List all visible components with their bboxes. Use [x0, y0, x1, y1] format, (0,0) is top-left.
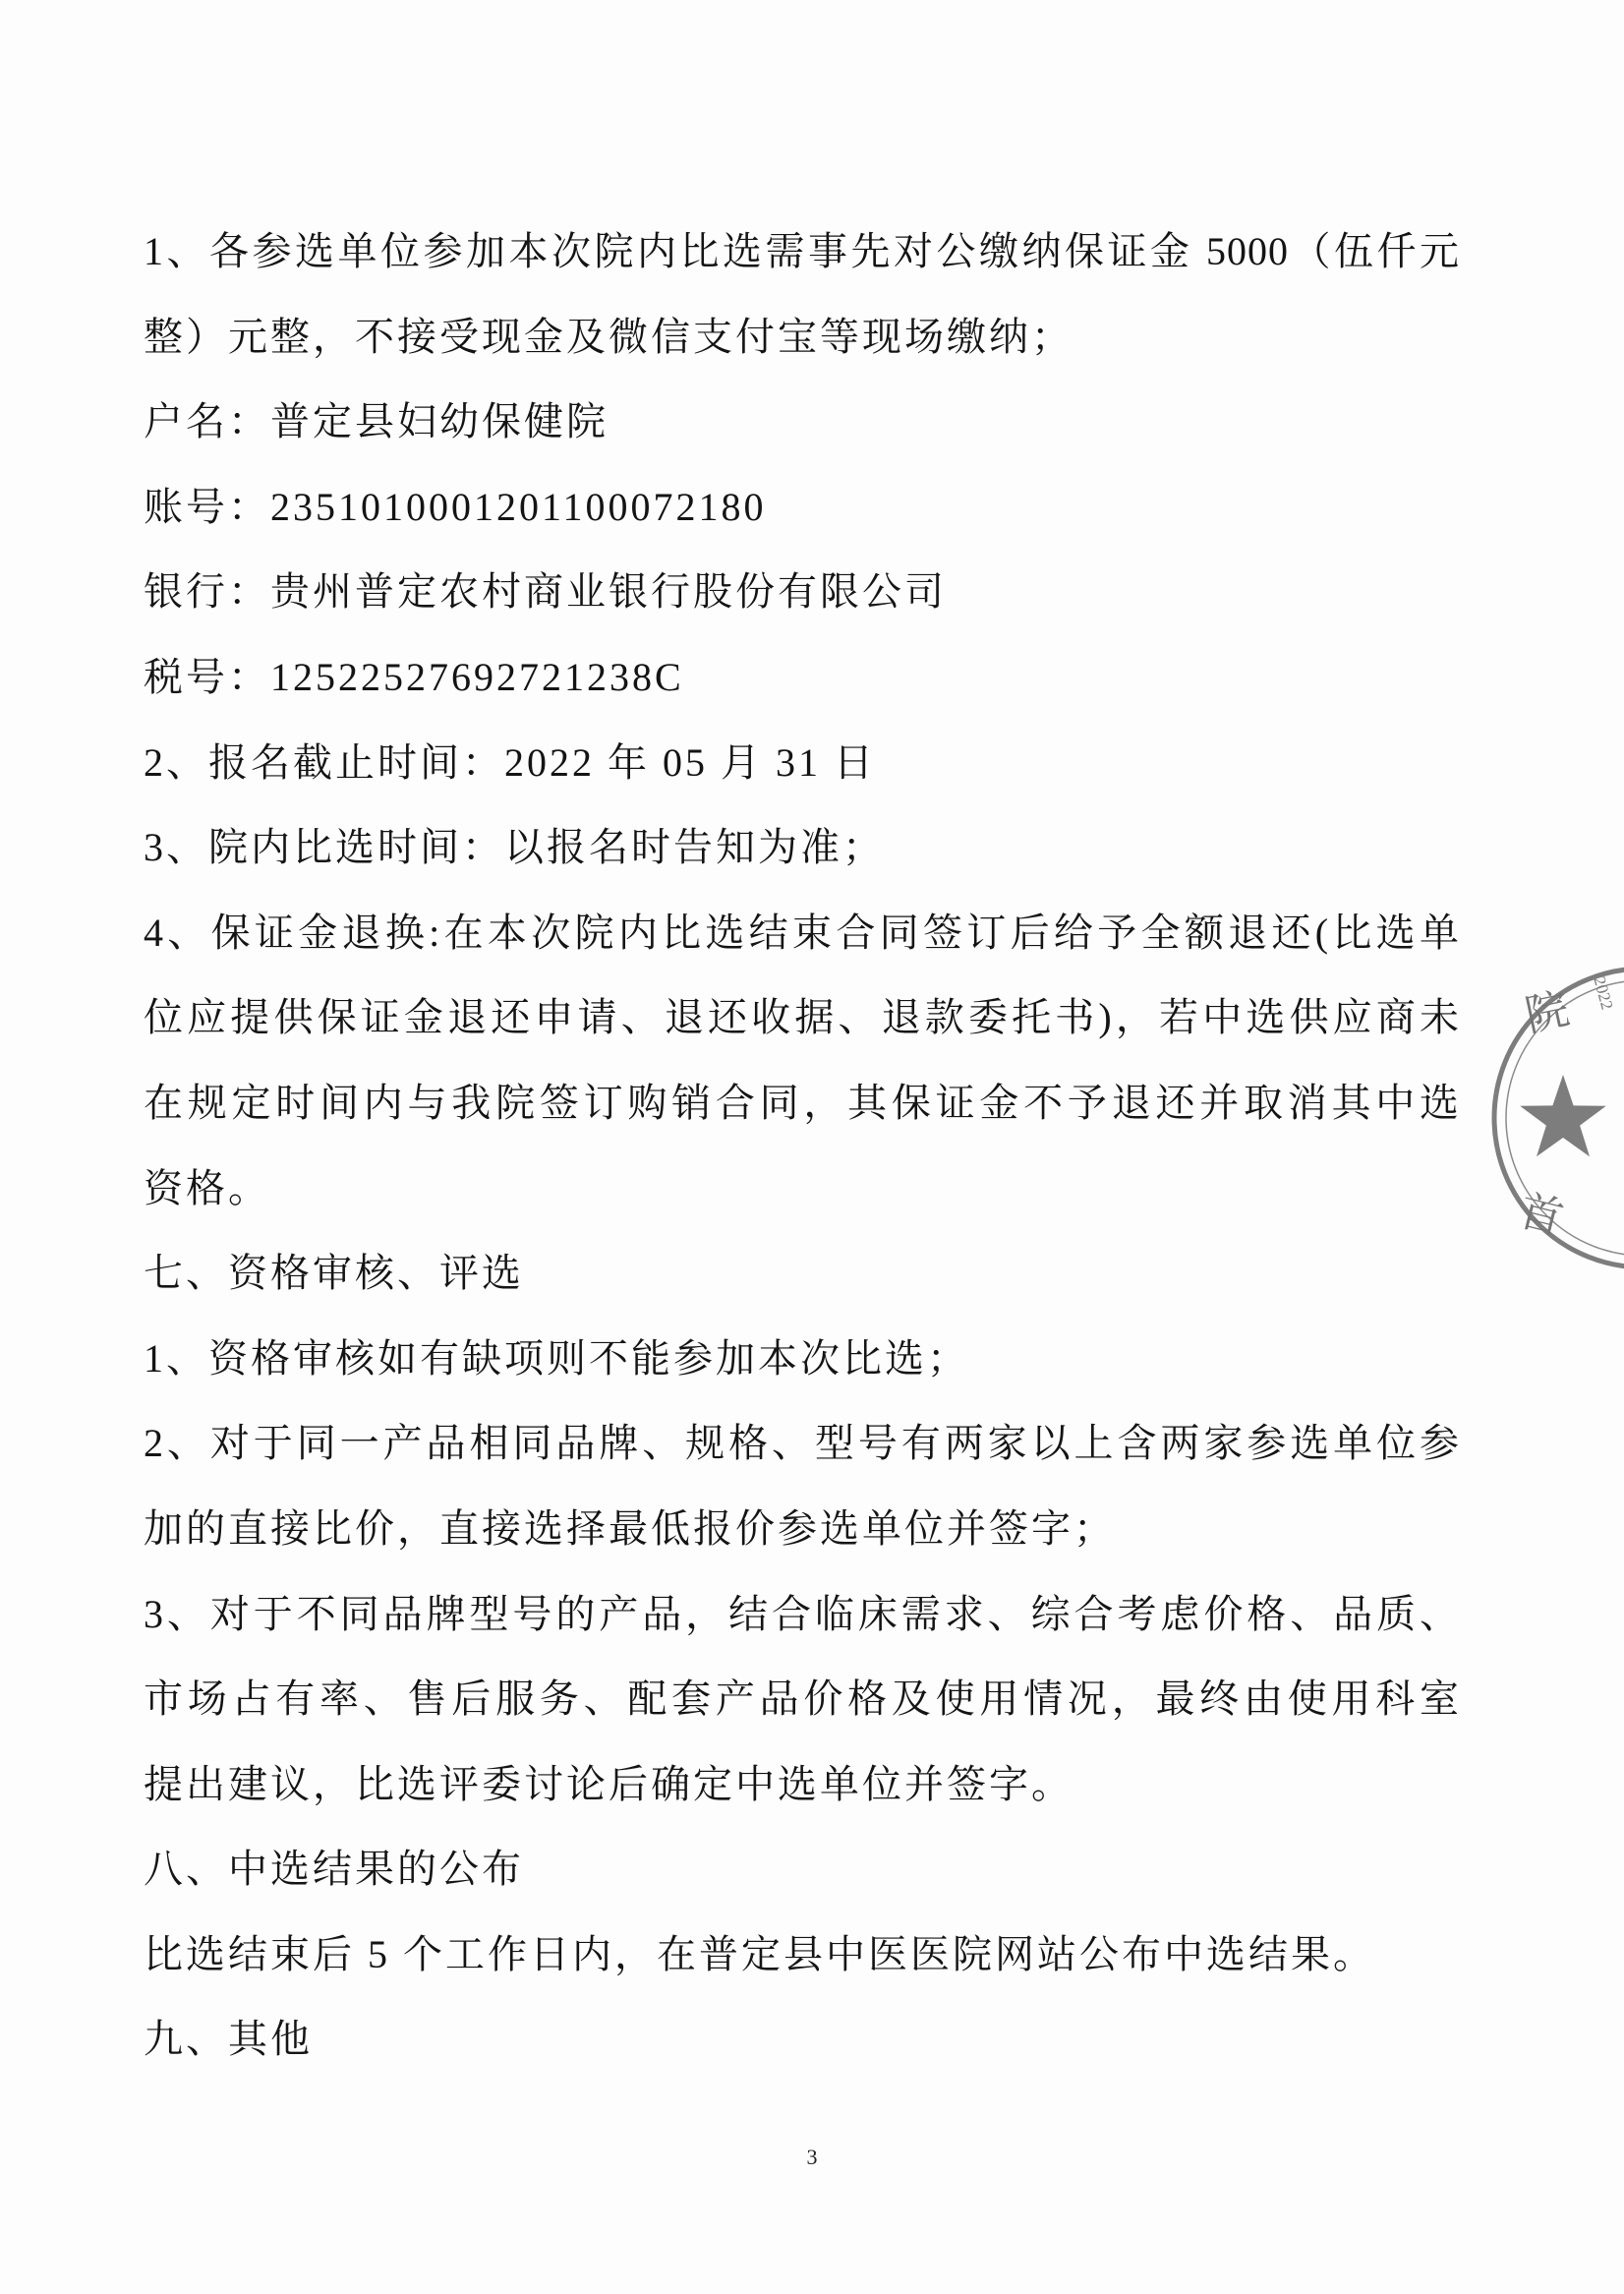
qualification-item-3-line-3: 提出建议，比选评委讨论后确定中选单位并签字。	[144, 1761, 1073, 1806]
seal-code: 2022	[1590, 974, 1617, 1012]
result-announcement-line: 比选结束后 5 个工作日内，在普定县中医医院网站公布中选结果。	[144, 1931, 1375, 1976]
registration-deadline-line: 2、报名截止时间：2022 年 05 月 31 日	[144, 739, 876, 785]
qualification-item-1: 1、资格审核如有缺项则不能参加本次比选；	[144, 1335, 969, 1381]
selection-time-line: 3、院内比选时间：以报名时告知为准；	[144, 825, 885, 870]
qualification-item-3-line-1: 3、对于不同品牌型号的产品，结合临床需求、综合考虑价格、品质、	[144, 1591, 1460, 1636]
qualification-item-3-line-2: 市场占有率、售后服务、配套产品价格及使用情况，最终由使用科室	[144, 1676, 1460, 1722]
seal-ring-char-top: 院	[1521, 984, 1574, 1041]
bank-line: 银行：贵州普定农村商业银行股份有限公司	[144, 569, 947, 615]
deposit-refund-line-3: 在规定时间内与我院签订购销合同，其保证金不予退还并取消其中选	[144, 1080, 1460, 1125]
section-9-heading: 九、其他	[144, 2017, 313, 2062]
deposit-refund-line-4: 资格。	[144, 1165, 270, 1210]
document-body	[144, 209, 1460, 2083]
deposit-requirement-line-2: 整）元整，不接受现金及微信支付宝等现场缴纳；	[144, 314, 1073, 359]
deposit-requirement-line-1: 1、各参选单位参加本次院内比选需事先对公缴纳保证金 5000（伍仟元	[144, 229, 1460, 273]
qualification-item-2-line-1: 2、对于同一产品相同品牌、规格、型号有两家以上含两家参选单位参	[144, 1421, 1460, 1466]
tax-id-line: 税号：12522527692721238C	[144, 654, 684, 699]
official-seal	[1475, 954, 1624, 1288]
account-number-line: 账号：2351010001201100072180	[144, 484, 767, 529]
seal-ring-char-bottom: 首	[1514, 1186, 1569, 1245]
seal-graphic	[1494, 969, 1624, 1267]
account-name-line: 户名：普定县妇幼保健院	[144, 399, 609, 444]
section-7-heading: 七、资格审核、评选	[144, 1251, 524, 1296]
qualification-item-2-line-2: 加的直接比价，直接选择最低报价参选单位并签字；	[144, 1505, 1116, 1551]
section-8-heading: 八、中选结果的公布	[144, 1847, 524, 1892]
deposit-refund-line-1: 4、保证金退换:在本次院内比选结束合同签订后给予全额退还(比选单	[144, 910, 1460, 955]
deposit-refund-line-2: 位应提供保证金退还申请、退还收据、退款委托书)，若中选供应商未	[144, 995, 1460, 1040]
page-number: 3	[806, 2145, 818, 2169]
seal-star-icon	[1520, 1075, 1606, 1156]
